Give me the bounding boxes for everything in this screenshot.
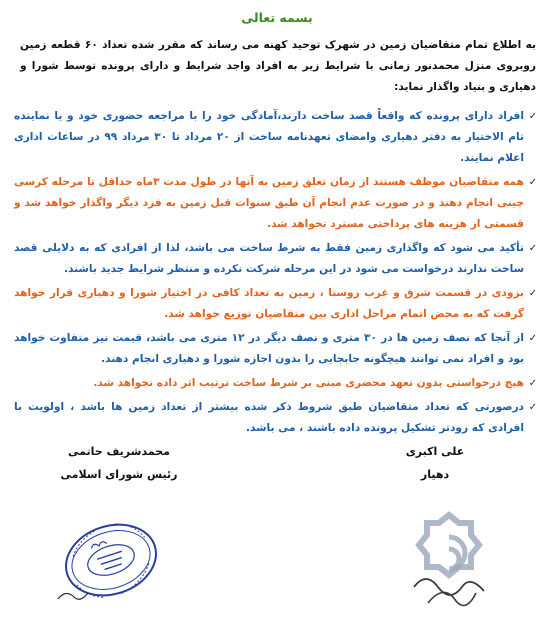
check-icon: ✓ xyxy=(528,402,538,413)
item-text: تأکید می شود که واگذاری زمین فقط به شرط ساخت می باشد، لذا از افرادی که به دلایلی قصد ساخت ندارند درخواست می شود در این مرحله شرکت نکرده و منتظر شرایط جدید باشند. xyxy=(14,242,524,275)
check-icon: ✓ xyxy=(528,333,538,344)
item-text: درصورتی که تعداد متقاضیان طبق شروط ذکر شده بیشتر از تعداد زمین ها باشد ، اولویت با افرادی که زودتر تشکیل پرونده داده باشند ، می باشد. xyxy=(14,401,524,434)
item-text: افراد دارای پرونده که واقعاً قصد ساخت دارند،آمادگی خود را با مراجعه حضوری خود و یا نماینده تام الاختیار به دفتر دهیاری وامضای تعهدنامه ساخت از ۲۰ مرداد تا ۳۰ مرداد ۹۹ در ساعات اداری اعلام نمایند. xyxy=(14,110,524,164)
check-icon: ✓ xyxy=(528,243,538,254)
signature-block-dehyar xyxy=(380,445,490,491)
village-logo-icon xyxy=(394,507,504,617)
signer-role: رئیس شورای اسلامی xyxy=(60,468,178,481)
check-icon: ✓ xyxy=(528,288,538,299)
document-title: بسمه تعالی xyxy=(241,10,313,25)
signature-block-council xyxy=(44,445,194,491)
item-text: همه متقاضیان موظف هستند از زمان تعلق زمین به آنها در طول مدت ۳ماه حداقل تا مرحله کرسی چینی انجام دهند و در صورت عدم انجام آن طبق سنوات قبل زمین به فرد دیگر واگذار خواهد شد و قسمتی از هزینه های پرداختی مسترد نخواهد شد. xyxy=(14,176,524,230)
list-item xyxy=(14,397,540,439)
list-item xyxy=(14,106,540,169)
council-seal-icon xyxy=(56,515,166,605)
list-item xyxy=(14,238,540,280)
check-icon: ✓ xyxy=(528,378,538,389)
item-text: بزودی در قسمت شرق و غرب روستا ، زمین به تعداد کافی در اختیار شورا و دهیاری قرار خواهد گرفت که به محض اتمام مراحل اداری بین متقاضیان توزیع خواهد شد. xyxy=(14,287,524,320)
item-text: هیچ درخواستی بدون تعهد محضری مبنی بر شرط ساخت ترتیب اثر داده نخواهد شد. xyxy=(93,377,524,389)
list-item xyxy=(14,328,540,370)
signer-name: علی اکبری xyxy=(405,445,465,458)
signature-area xyxy=(14,445,540,625)
list-item xyxy=(14,283,540,325)
item-text: از آنجا که نصف زمین ها در ۳۰ متری و نصف دیگر در ۱۲ متری می باشد، قیمت نیز متفاوت خواهد بود و افراد نمی توانند هیچگونه جابجایی را بدون اجازه شورا و دهیاری انجام دهند. xyxy=(14,332,524,365)
check-icon: ✓ xyxy=(528,111,538,122)
list-item xyxy=(14,172,540,235)
check-icon: ✓ xyxy=(528,177,538,188)
signer-name: محمدشریف حاتمی xyxy=(68,445,170,458)
condition-list xyxy=(14,106,540,439)
signer-role: دهیار xyxy=(420,468,450,481)
intro-paragraph: به اطلاع تمام متقاضیان زمین در شهرک توحید کهنه می رساند که مقرر شده تعداد ۶۰ قطعه زمین روبروی منزل محمدنور زمانی با شرایط زیر به افراد واجد شرایط و دارای پرونده توسط شورا و دهیاری و بنیاد واگذار نماید: xyxy=(20,39,536,93)
list-item xyxy=(14,373,540,394)
